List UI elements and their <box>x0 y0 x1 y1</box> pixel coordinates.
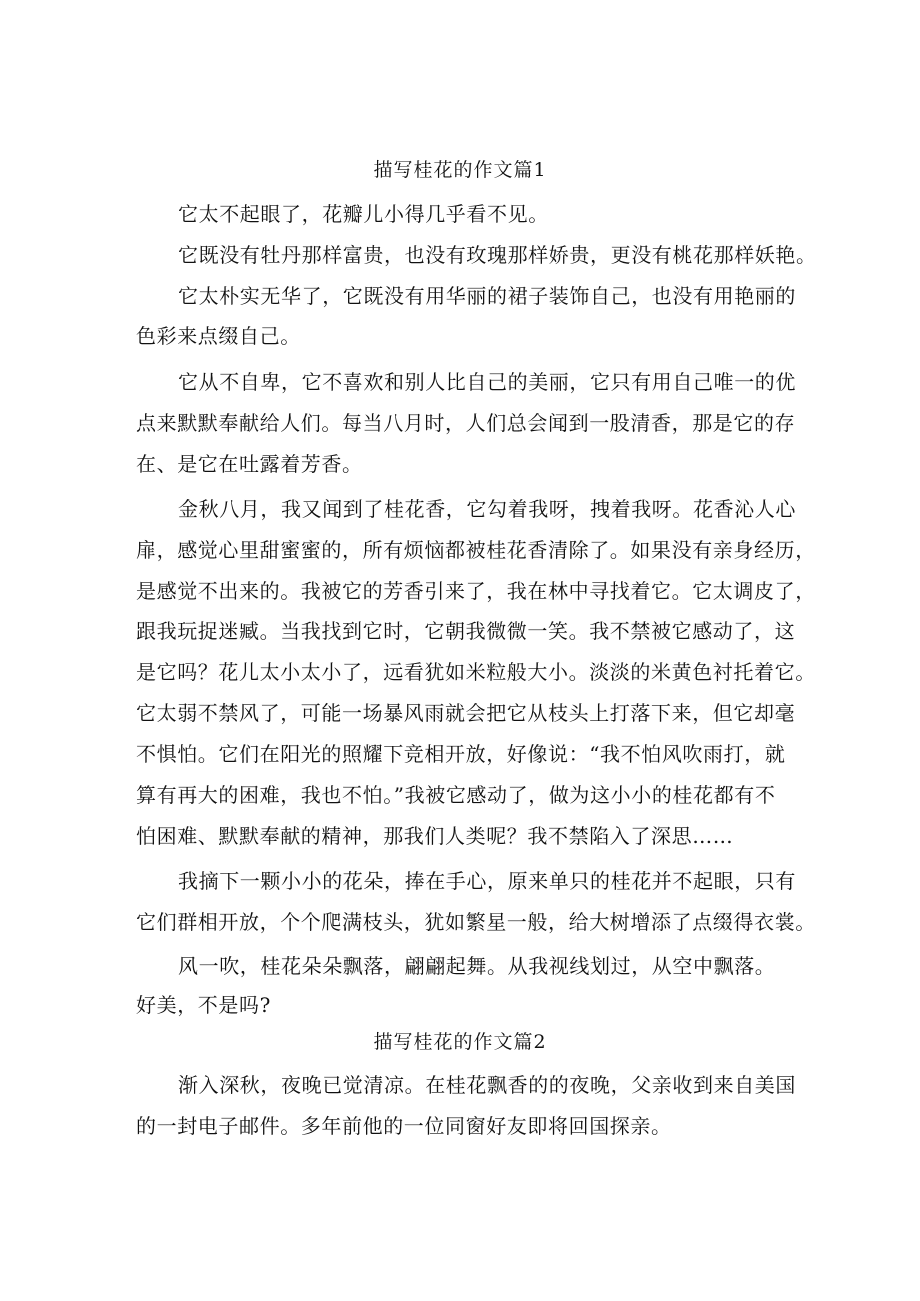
paragraph-line: 它太不起眼了，花瓣儿小得几乎看不见。 <box>178 202 549 226</box>
paragraph-line: 它既没有牡丹那样富贵，也没有玫瑰那样娇贵，更没有桃花那样妖艳。 <box>178 243 817 267</box>
essay-1-title: 描写桂花的作文篇1 <box>373 159 547 181</box>
paragraph-line: 的一封电子邮件。多年前他的一位同窗好友即将回国探亲。 <box>136 1114 672 1138</box>
paragraph-line: 风一吹，桂花朵朵飘落，翩翩起舞。从我视线划过，从空中飘落。 <box>178 954 776 978</box>
paragraph-line: 是它吗？花儿太小太小了，远看犹如米粒般大小。淡淡的米黄色衬托着它。 <box>136 660 816 684</box>
paragraph-line: 在、是它在吐露着芳香。 <box>136 452 363 476</box>
paragraph-line: 好美，不是吗? <box>136 993 271 1017</box>
paragraph-line: 算有再大的困难，我也不怕。”我被它感动了，做为这小小的桂花都有不 <box>136 783 776 807</box>
paragraph-line: 它太朴实无华了，它既没有用华丽的裙子装饰自己，也没有用艳丽的 <box>178 284 796 308</box>
paragraph-line: 我摘下一颗小小的花朵，捧在手心，原来单只的桂花并不起眼，只有 <box>178 869 796 893</box>
essay-2-title: 描写桂花的作文篇2 <box>373 1031 547 1053</box>
paragraph-line: 色彩来点缀自己。 <box>136 324 301 348</box>
paragraph-line: 它们群相开放，个个爬满枝头，犹如繁星一般，给大树增添了点缀得衣裳。 <box>136 910 816 934</box>
paragraph-line: 它太弱不禁风了，可能一场暴风雨就会把它从枝头上打落下来，但它却毫 <box>136 701 796 725</box>
paragraph-line: 是感觉不出来的。我被它的芳香引来了，我在林中寻找着它。它太调皮了， <box>136 579 816 603</box>
paragraph-line: 它从不自卑，它不喜欢和别人比自己的美丽，它只有用自己唯一的优 <box>178 370 796 394</box>
paragraph-line: 渐入深秋，夜晚已觉清凉。在桂花飘香的的夜晚，父亲收到来自美国 <box>178 1073 796 1097</box>
paragraph-line: 不惧怕。它们在阳光的照耀下竞相开放，好像说：“我不怕风吹雨打，就 <box>136 742 786 766</box>
paragraph-line: 扉，感觉心里甜蜜蜜的，所有烦恼都被桂花香清除了。如果没有亲身经历， <box>136 538 816 562</box>
paragraph-line: 点来默默奉献给人们。每当八月时，人们总会闻到一股清香，那是它的存 <box>136 411 796 435</box>
paragraph-line: 金秋八月，我又闻到了桂花香，它勾着我呀，拽着我呀。花香沁人心 <box>178 497 796 521</box>
paragraph-line: 怕困难、默默奉献的精神，那我们人类呢？我不禁陷入了深思…… <box>136 824 734 848</box>
paragraph-line: 跟我玩捉迷臧。当我找到它时，它朝我微微一笑。我不禁被它感动了，这 <box>136 619 796 643</box>
